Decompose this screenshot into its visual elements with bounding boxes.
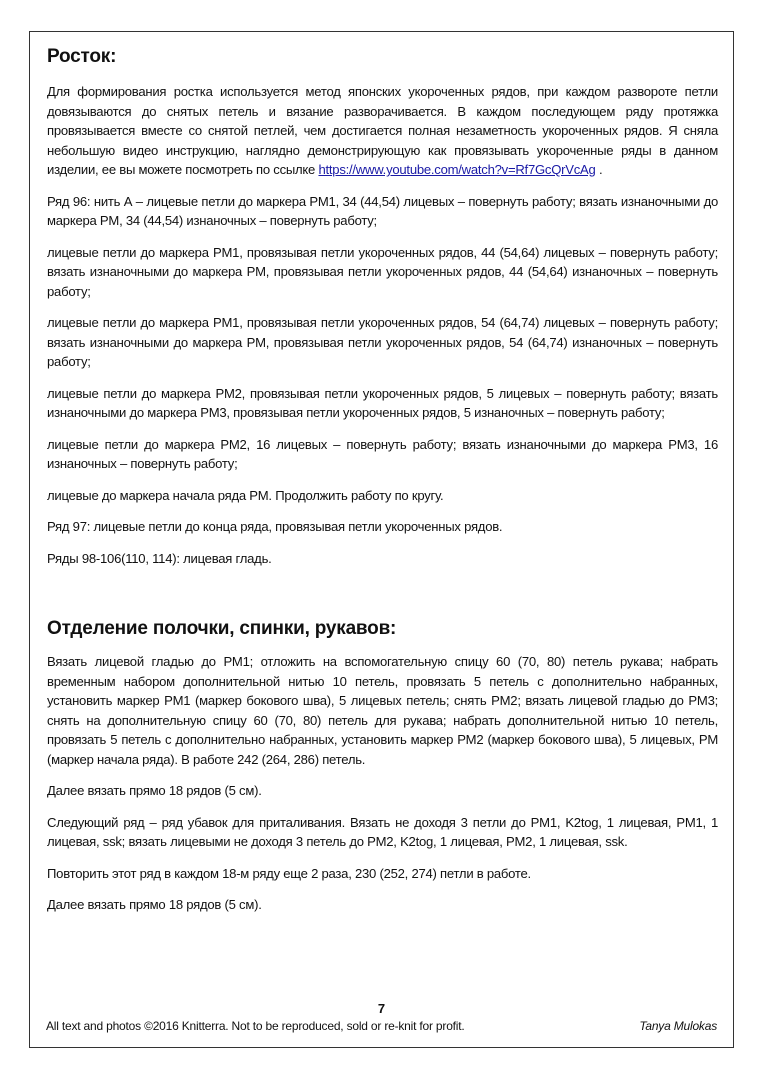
page-content [47,46,718,927]
paragraph-rows-98-106: Ряды 98-106(110, 114): лицевая гладь. [47,550,272,566]
paragraph-row-96: Ряд 96: нить А – лицевые петли до маркера PM1, 34 (44,54) лицевых – повернуть работу; вязать изнаночными до маркера PM, 34 (44,54) изнаночных – повернуть работу; [47,193,718,228]
intro-text: Для формирования ростка используется метод японских укороченных рядов, при каждом развороте петли довязываются до снятых петель и вязание разворачивается. В каждом последующем ряду протяжка провязывается вместе со снятой петлей, чем достигается полная незаметность укороченных рядов. Я сняла небольшую видео инструкцию, наглядно демонстрирующую как провязывать укороченные ряды в данном изделии, ее вы можете посмотреть по ссылке [47,84,718,177]
paragraph-knit-straight-2: Далее вязать прямо 18 рядов (5 см). [47,897,262,912]
paragraph-short-row-3: лицевые петли до маркера PM1, провязывая петли укороченных рядов, 54 (64,74) лицевых – повернуть работу; вязать изнаночными до маркера PM, провязывая петли укороченных рядов, 54 (64,74) изнаночных – повернуть работу; [47,315,718,369]
video-link[interactable]: https://www.youtube.com/watch?v=Rf7GcQrVcAg [318,162,596,177]
page-number: 7 [377,1001,386,1016]
paragraph-continue-round: лицевые до маркера начала ряда PM. Продолжить работу по кругу. [47,487,444,503]
copyright-notice: All text and photos ©2016 Knitterra. Not to be reproduced, sold or re-knit for profit. [46,1019,465,1033]
page-footer [46,1019,717,1033]
paragraph-short-row-2: лицевые петли до маркера PM1, провязывая петли укороченных рядов, 44 (54,64) лицевых – повернуть работу; вязать изнаночными до маркера PM, провязывая петли укороченных рядов, 44 (54,64) изнаночных – повернуть работу; [47,244,718,299]
author-name: Tanya Mulokas [639,1019,717,1033]
section-heading-rostok: Росток: [47,46,117,67]
page-frame [29,31,734,1048]
paragraph-short-row-4: лицевые петли до маркера PM2, провязывая петли укороченных рядов, 5 лицевых – повернуть работу; вязать изнаночными до маркера PM3, провязывая петли укороченных рядов, 5 изнаночных – повернуть работу; [47,385,718,420]
paragraph-decrease-row: Следующий ряд – ряд убавок для приталивания. Вязать не доходя 3 петли до PM1, K2tog, 1 лицевая, PM1, 1 лицевая, ssk; вязать лицевыми не доходя 3 петель до PM2, K2tog, 1 лицевая, PM2, 1 лицевая, ssk. [47,814,718,849]
paragraph-separation: Вязать лицевой гладью до PM1; отложить на вспомогательную спицу 60 (70, 80) петель рукава; набрать временным набором дополнительной нитью 10 петель, провязать 5 петель с дополнительно набранных, установить маркер PM1 (маркер бокового шва), 5 лицевых петель; снять PM2; вязать лицевой гладью до PM3; снять на дополнительную спицу 60 (70, 80) петель для рукава; набрать дополнительной нитью 10 петель, провязать 5 петель с дополнительно набранных, установить маркер PM2 (маркер бокового шва), 5 лицевых, PM (маркер начала ряда). В работе 242 (264, 286) петель. [47,654,718,767]
paragraph-row-97: Ряд 97: лицевые петли до конца ряда, провязывая петли укороченных рядов. [47,519,503,534]
intro-end: . [595,162,603,177]
paragraph-repeat: Повторить этот ряд в каждом 18-м ряду еще 2 раза, 230 (252, 274) петли в работе. [47,865,531,881]
paragraph-short-row-5: лицевые петли до маркера PM2, 16 лицевых – повернуть работу; вязать изнаночными до маркера PM3, 16 изнаночных – повернуть работу; [47,436,718,471]
paragraph-knit-straight-1: Далее вязать прямо 18 рядов (5 см). [47,783,262,798]
section-heading-otdelenie: Отделение полочки, спинки, рукавов: [47,618,397,639]
intro-paragraph [47,82,718,180]
